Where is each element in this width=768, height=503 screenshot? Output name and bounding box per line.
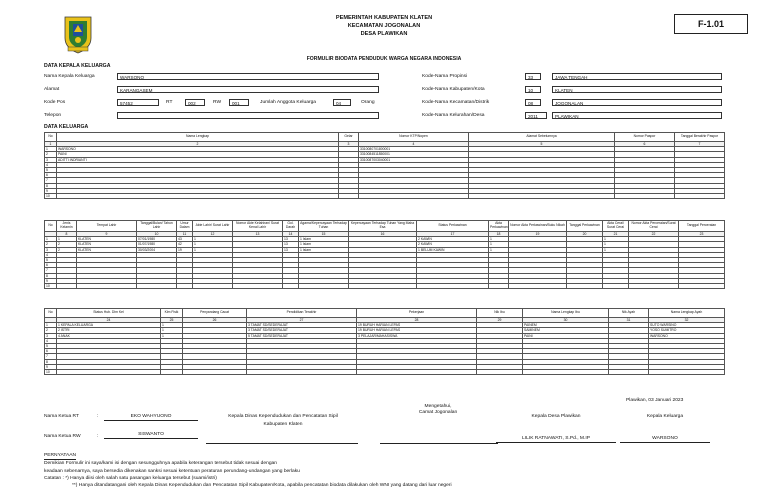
t2-cell: 07/01/1980 (137, 237, 177, 242)
label-kabupaten: Kode-Nama Kabupaten/Kota (422, 87, 485, 92)
t3-cell (477, 369, 523, 374)
pernyataan-title: PERNYATAAN (44, 453, 77, 458)
t2-cell: 1 BELUM KAWIN (417, 247, 489, 252)
t2-header: Akta Perkawinan (489, 221, 509, 232)
header-line-1: PEMERINTAH KABUPATEN KLATEN (335, 15, 433, 21)
t2-table-row (45, 283, 725, 288)
t3-col-number: 25 (161, 318, 183, 323)
t3-cell: YOSO SUMITRO (649, 328, 725, 333)
t2-cell: 13 (283, 242, 299, 247)
t3-cell (357, 369, 477, 374)
t2-cell: 7 (45, 268, 57, 273)
t2-cell: 1 (489, 242, 509, 247)
t2-cell: 30/03/2004 (137, 247, 177, 252)
t3-cell: 1 (45, 323, 57, 328)
t2-cell: 1 (603, 237, 629, 242)
t2-col-number: 16 (349, 232, 417, 237)
t2-header: Tanggal Perceraian (679, 221, 725, 232)
t1-cell: 8 (45, 183, 57, 188)
form-code-box: F-1.01 (674, 14, 748, 34)
t2-header: Status Perkawinan (417, 221, 489, 232)
t3-col-number: 31 (609, 318, 649, 323)
t3-col-number: 26 (183, 318, 247, 323)
t2-cell: KLATEN (77, 247, 137, 252)
field-rw[interactable]: 001 (229, 99, 249, 106)
t1-cell: 6 (45, 173, 57, 178)
t3-cell: 2 (45, 328, 57, 333)
dinas-signature-line (206, 443, 358, 444)
header-line-3: DESA PLAWIKAN (360, 30, 408, 37)
t2-col-number: 8 (57, 232, 77, 237)
pernyataan-line4: **) Hanya ditandatangani oleh Kepala Dinas Kependudukan dan Pencatatan Sipil Kabupaten/Kota, apabila pencatatan biodata dilakukan oleh WNI yang datang dari luar negeri (72, 482, 452, 488)
kepala-dinas-label (213, 414, 353, 427)
t1-header-gelar: Gelar (339, 133, 359, 142)
t1-cell: ADITTI INDRIANTI (57, 157, 339, 162)
t3-col-number: 28 (357, 318, 477, 323)
t3-cell: 4 ANAK (57, 333, 161, 338)
t2-cell: 42 (177, 242, 193, 247)
ketua-rw-name: SISWANTO (104, 432, 198, 439)
field-desa-nama[interactable]: PLAWIKAN (552, 112, 722, 119)
pernyataan-line2: keadaan sebenarnya, saya bersedia dikenakan sanksi sesuai ketentuan peraturan perundang-undangan yang berlaku (44, 469, 300, 475)
t1-cell: 3310087003040001 (359, 157, 469, 162)
t2-cell (349, 283, 417, 288)
t2-header: Nomor Akta Perkawinan/Buku Nikah (509, 221, 567, 232)
t1-col-number: 2 (57, 142, 339, 147)
kabupaten-klaten-logo (62, 14, 94, 54)
t3-cell (183, 369, 247, 374)
t2-cell: 8 (45, 273, 57, 278)
t2-col-number: 14 (283, 232, 299, 237)
t2-cell: 1 (603, 247, 629, 252)
t2-cell (489, 283, 509, 288)
t2-col-number: 9 (77, 232, 137, 237)
t3-header: Pekerjaan (357, 309, 477, 318)
t2-cell: 1 (489, 247, 509, 252)
t1-col-number: 6 (615, 142, 675, 147)
t1-cell (675, 193, 725, 198)
t1-header-tgl-paspor: Tanggal Berakhir Paspor (675, 133, 725, 142)
table-kelahiran-perkawinan (44, 220, 725, 289)
t3-cell: 3 (45, 333, 57, 338)
place-date: Plawikan, 03 Januari 2023 (626, 398, 684, 403)
field-alamat[interactable]: KARANGASEM (117, 86, 379, 93)
t2-header: Tanggal/Bulan/ Tahun Lahir (137, 221, 177, 232)
field-desa-kode[interactable]: 2011 (525, 112, 547, 119)
t2-header: Umur Dalam (177, 221, 193, 232)
t2-cell: 1 (193, 242, 233, 247)
t3-cell: PAINEM (523, 323, 609, 328)
t1-cell: 3310084511850001 (359, 152, 469, 157)
label-rt: RT (166, 100, 173, 105)
kepala-keluarga-name: WARSONO (620, 436, 710, 443)
t2-cell: KLATEN (77, 242, 137, 247)
t3-cell: 3 TAMAT SD/SEDERAJAT (247, 328, 357, 333)
t2-cell (509, 283, 567, 288)
t3-cell: 7 (45, 354, 57, 359)
header-line-2: KECAMATAN JOGONALAN (347, 22, 421, 29)
label-ketua-rt: Nama Ketua RT (44, 414, 79, 419)
t3-cell: 1 (161, 323, 183, 328)
t3-cell (609, 369, 649, 374)
field-nama-kepala[interactable]: WARSONO (117, 73, 379, 80)
t2-col-number: 15 (299, 232, 349, 237)
t2-col-number: 12 (193, 232, 233, 237)
field-propinsi-kode[interactable]: 33 (525, 73, 541, 80)
t3-cell: 3 TAMAT SD/SEDERAJAT (247, 323, 357, 328)
t2-cell: 1 Islam (299, 237, 349, 242)
t2-cell (193, 283, 233, 288)
kepala-desa-label: Kepala Desa Plawikan (531, 414, 581, 419)
field-kecamatan-kode[interactable]: 08 (525, 99, 541, 106)
pernyataan-line1: Demikian Formulir ini saya/kami isi dengan sesungguhnya apabila keterangan tersebut tidak sesuai dengan (44, 460, 277, 466)
t2-col-number: 17 (417, 232, 489, 237)
t2-header: Nomor Akte Kelahiran/ Surat Kenal Lahir (233, 221, 283, 232)
t1-col-number: 3 (339, 142, 359, 147)
label-telepon: Telepon (44, 113, 62, 118)
t3-cell: WARSONO (649, 333, 725, 338)
t2-header: Akta Cerai/ Surat Cerai (603, 221, 629, 232)
t3-col-number: 27 (247, 318, 357, 323)
kepala-keluarga-label: Kepala Keluarga (646, 414, 684, 419)
t3-cell (161, 369, 183, 374)
t2-header: Gol. Darah (283, 221, 299, 232)
t3-cell: 19 BURUH HARIAN LEPAS (357, 323, 477, 328)
t1-cell: 5 (45, 167, 57, 172)
table-identitas (44, 132, 725, 199)
t3-header: Status Hub. Dlm Kel (57, 309, 161, 318)
t2-col-number: 13 (233, 232, 283, 237)
t2-cell (233, 283, 283, 288)
label-rw: RW (213, 100, 222, 105)
t2-cell: 2 (57, 247, 77, 252)
t2-cell: 13 (283, 237, 299, 242)
t3-cell: 6 (45, 349, 57, 354)
t3-cell: 9 (45, 364, 57, 369)
t3-cell: 8 (45, 359, 57, 364)
t2-cell: 1 (193, 237, 233, 242)
t1-header-paspor: Nomor Paspor (615, 133, 675, 142)
t2-cell: 2 (57, 242, 77, 247)
label-jumlah-anggota: Jumlah Anggota Keluarga (260, 100, 317, 105)
t2-cell: 1 Islam (299, 242, 349, 247)
t1-cell: 9 (45, 188, 57, 193)
colon-rw: : (97, 434, 99, 439)
t1-col-number: 1 (45, 142, 57, 147)
t2-cell: 3 (45, 247, 57, 252)
label-orang: Orang (361, 100, 375, 105)
t2-header: Tanggal Perkawinan (567, 221, 603, 232)
t3-header: Nama Lengkap Ayah (649, 309, 725, 318)
t2-cell (603, 283, 629, 288)
t2-cell (77, 283, 137, 288)
t3-cell: 1 (161, 333, 183, 338)
t2-cell: KLATEN (77, 237, 137, 242)
t3-header: Nama Lengkap Ibu (523, 309, 609, 318)
t3-cell: 1 KEPALA KELUARGA (57, 323, 161, 328)
field-jumlah-anggota[interactable]: 04 (333, 99, 351, 106)
field-kabupaten-kode[interactable]: 10 (525, 86, 541, 93)
t2-cell: 01/07/1980 (137, 242, 177, 247)
field-kabupaten-nama[interactable]: KLATEN (552, 86, 722, 93)
t3-cell: SUTO WARSINO (649, 323, 725, 328)
field-propinsi-nama[interactable]: JAWA TENGAH (552, 73, 722, 80)
t1-cell (57, 193, 339, 198)
t1-cell: 3 (45, 157, 57, 162)
t1-cell: 2 (45, 152, 57, 157)
camat-line1: Mengetahui, (424, 404, 452, 409)
t2-col-number: 22 (629, 232, 679, 237)
t2-cell (299, 283, 349, 288)
t3-cell (649, 369, 725, 374)
t1-cell: 1 (45, 147, 57, 152)
kepala-dinas-line2: Kabupaten Klaten (263, 421, 303, 427)
t1-cell (359, 193, 469, 198)
t3-cell (523, 369, 609, 374)
t3-cell: 5 (45, 343, 57, 348)
t2-cell: 1 Islam (299, 247, 349, 252)
t2-cell: 1 (193, 247, 233, 252)
label-desa: Kode-Nama Kelurahan/Desa (422, 113, 485, 118)
camat-block (388, 404, 488, 415)
t3-cell: 19 BURUH HARIAN LEPAS (357, 328, 477, 333)
t3-cell: PAINI (523, 333, 609, 338)
form-title: FORMULIR BIODATA PENDUDUK WARGA NEGARA INDONESIA (306, 56, 462, 62)
label-nama-kepala: Nama Kepala Keluarga (44, 74, 95, 79)
t2-cell: 5 (45, 257, 57, 262)
pernyataan-block (44, 453, 452, 488)
t3-header: Penyandang Cacat (183, 309, 247, 318)
t1-cell: PAINI (57, 152, 339, 157)
field-telepon[interactable] (117, 112, 379, 119)
t2-cell: 9 (45, 278, 57, 283)
t3-table-row (45, 369, 725, 374)
t3-header: Klm Fisik (161, 309, 183, 318)
colon-rt: : (97, 414, 99, 419)
t2-cell: 1 (489, 237, 509, 242)
t1-cell: WARSONO (57, 147, 339, 152)
label-kecamatan: Kode-Nama Kecamatan/Distrik (422, 100, 490, 105)
t2-col-number: 10 (137, 232, 177, 237)
t2-cell: 13 (283, 247, 299, 252)
t2-cell (679, 283, 725, 288)
t2-cell (567, 283, 603, 288)
t1-cell: 4 (45, 162, 57, 167)
t1-cell: 10 (45, 193, 57, 198)
t2-cell: 2 KAWIN (417, 237, 489, 242)
field-rt[interactable]: 002 (185, 99, 205, 106)
t2-header: No (45, 221, 57, 232)
t1-cell (339, 193, 359, 198)
document-header (250, 15, 518, 38)
t2-cell: 1 (57, 237, 77, 242)
t2-header: Jenis Kelamin (57, 221, 77, 232)
ketua-rt-name: EKO WAHYUONO (104, 414, 198, 421)
t2-header: Akte Lahir/ Surat Lahir (193, 221, 233, 232)
t3-cell: 3 PELAJAR/MAHASISWA (357, 333, 477, 338)
t1-table-row (45, 193, 725, 198)
t2-cell: 10 (45, 283, 57, 288)
t3-col-number: 32 (649, 318, 725, 323)
t3-col-number: 29 (477, 318, 523, 323)
t3-col-number: 30 (523, 318, 609, 323)
t3-header: Pendidikan Terakhir (247, 309, 357, 318)
kepala-dinas-line1: Kepala Dinas Kependudukan dan Pencatatan Sipil (228, 414, 338, 419)
t3-cell: 1 (161, 328, 183, 333)
t2-header: Nomor Akta Perceraian/Surat Cerai (629, 221, 679, 232)
t3-cell (247, 369, 357, 374)
t3-cell (57, 369, 161, 374)
t1-cell: 3310080701800001 (359, 147, 469, 152)
t2-header: Agama/Kepercayaan Terhadap Tuhan (299, 221, 349, 232)
t2-cell: 6 (45, 263, 57, 268)
t2-header: Kepercayaan Terhadap Tuhan Yang Maha Esa (349, 221, 417, 232)
t1-header-ktp: Nomor KTP/Nopen (359, 133, 469, 142)
t3-cell: SAMINEM (523, 328, 609, 333)
label-kode-pos: Kode Pos (44, 100, 66, 105)
t2-col-number: 20 (567, 232, 603, 237)
pernyataan-line3: Catatan : *) Hanya diisi oleh salah satu pasangan keluarga tersebut (suami/istri) (44, 475, 217, 481)
t2-col-number: 19 (509, 232, 567, 237)
t1-header-alamat: Alamat Sebelumnya (469, 133, 615, 142)
t3-cell: 2 ISTRI (57, 328, 161, 333)
t1-cell (469, 193, 615, 198)
t2-col-number: 21 (603, 232, 629, 237)
t1-header-no: No (45, 133, 57, 142)
t2-cell: 2 KAWIN (417, 242, 489, 247)
t2-col-number: 11 (177, 232, 193, 237)
kepala-desa-name: LILIK RATNAWATI, S.Pd., M.IP (496, 436, 616, 443)
t2-cell: 1 (603, 242, 629, 247)
field-kecamatan-nama[interactable]: JOGONALAN (552, 99, 722, 106)
shield-emblem-icon (62, 14, 94, 54)
section-title-kepala-keluarga: DATA KEPALA KELUARGA (44, 63, 111, 69)
t3-cell: 10 (45, 369, 57, 374)
label-ketua-rw: Nama Ketua RW (44, 434, 81, 439)
camat-signature-line (380, 443, 498, 444)
t2-col-number: 18 (489, 232, 509, 237)
t1-header-nama: Nama Lengkap (57, 133, 339, 142)
t2-cell: 2 (45, 242, 57, 247)
t2-col-number: 23 (679, 232, 725, 237)
t3-cell: 4 (45, 338, 57, 343)
t2-cell (57, 283, 77, 288)
section-title-data-keluarga: DATA KELUARGA (44, 124, 89, 130)
field-kode-pos[interactable]: 57452 (117, 99, 159, 106)
t3-header: Nik Ibu (477, 309, 523, 318)
t3-col-number: 24 (57, 318, 161, 323)
camat-line2: Camat Jogonalan (418, 409, 458, 415)
t2-header: Tempat Lahir (77, 221, 137, 232)
t2-cell (137, 283, 177, 288)
t1-cell: 7 (45, 178, 57, 183)
t2-cell: 1 (45, 237, 57, 242)
t2-cell: 4 (45, 252, 57, 257)
t2-cell (283, 283, 299, 288)
t2-cell (177, 283, 193, 288)
t1-cell (615, 193, 675, 198)
t1-col-number: 7 (675, 142, 725, 147)
label-alamat: Alamat (44, 87, 60, 92)
table-hubungan-pendidikan (44, 308, 725, 375)
t3-header: Nik Ayah (609, 309, 649, 318)
t2-cell (417, 283, 489, 288)
t3-header: No (45, 309, 57, 318)
t2-cell: 43 (177, 237, 193, 242)
label-propinsi: Kode-Nama Propinsi (422, 74, 468, 79)
t1-col-number: 4 (359, 142, 469, 147)
t2-cell (629, 283, 679, 288)
t2-cell: 19 (177, 247, 193, 252)
t1-col-number: 5 (469, 142, 615, 147)
t3-cell: 5 TAMAT SD/SEDERAJAT (247, 333, 357, 338)
